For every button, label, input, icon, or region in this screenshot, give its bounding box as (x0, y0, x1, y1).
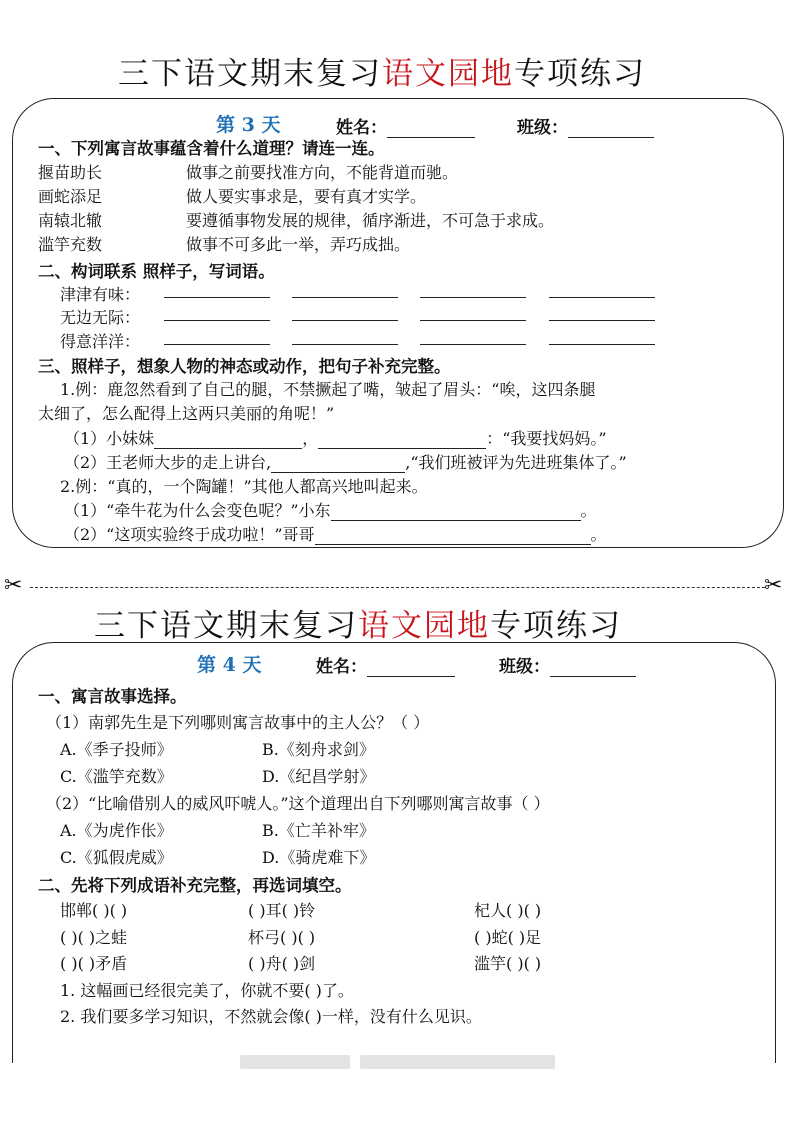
idiom-fill[interactable]: 杞人( )( ) (474, 901, 542, 920)
question-2b-text: （2）“这项实验终于成功啦！”哥哥 (64, 525, 315, 544)
word-blank[interactable] (164, 297, 270, 298)
word-blank[interactable] (292, 320, 398, 321)
sheet2-class-label: 班级： (499, 657, 550, 677)
sheet2-section1-heading: 一、寓言故事选择。 (38, 687, 187, 706)
sheet2-name-blank[interactable] (367, 658, 455, 677)
example1-line2: 太细了，怎么配得上这两只美丽的角呢！” (38, 404, 335, 423)
scissors-icon: ✂ (764, 573, 783, 598)
word-blank[interactable] (292, 344, 398, 345)
idiom-item[interactable]: 画蛇添足 (38, 187, 103, 206)
word-blank[interactable] (420, 344, 526, 345)
choice-option[interactable]: B.《亡羊补牢》 (262, 821, 375, 840)
sheet1-section3-heading: 三、照样子，想象人物的神态或动作，把句子补充完整。 (38, 357, 451, 376)
sheet2-title-suffix: 专项练习 (490, 608, 622, 644)
choice-option[interactable]: A.《季子投师》 (60, 740, 173, 759)
word-blank[interactable] (420, 297, 526, 298)
word-blank[interactable] (549, 320, 655, 321)
moral-item[interactable]: 做事不可多此一举，弄巧成拙。 (186, 235, 411, 254)
question-2a (64, 498, 597, 521)
sheet1-title-prefix: 三下语文期末复习 (118, 56, 382, 92)
sheet1-section1-heading: 一、下列寓言故事蕴含着什么道理？请连一连。 (38, 139, 385, 158)
sheet1-class-field[interactable] (517, 113, 654, 138)
example1-line1: 1.例：鹿忽然看到了自己的腿，不禁撅起了嘴，皱起了眉头：“唉，这四条腿 (60, 380, 596, 399)
example-word: 津津有味： (60, 285, 141, 304)
answer-blank[interactable] (318, 432, 486, 449)
sheet1-title-red: 语文园地 (382, 56, 514, 92)
cut-line (30, 587, 765, 588)
question-1a-comma: ， (302, 429, 319, 448)
idiom-fill[interactable]: ( )耳( )铃 (248, 901, 316, 920)
choice-option[interactable]: C.《滥竽充数》 (60, 767, 173, 786)
idiom-fill[interactable]: ( )( )矛盾 (60, 954, 128, 973)
example-word: 无边无际： (60, 308, 141, 327)
sheet2-title-red: 语文园地 (358, 608, 490, 644)
idiom-fill[interactable]: 邯郸( )( ) (60, 901, 128, 920)
question-1a (64, 426, 607, 449)
sheet1-day-label: 第 3 天 (216, 114, 281, 136)
choice-option[interactable]: B.《刻舟求剑》 (262, 740, 375, 759)
sheet2-day-label: 第 4 天 (197, 654, 262, 676)
word-blank[interactable] (549, 344, 655, 345)
word-blank[interactable] (292, 297, 398, 298)
sheet2-title-prefix: 三下语文期末复习 (94, 608, 358, 644)
idiom-item[interactable]: 揠苗助长 (38, 163, 103, 182)
question-2b-period: 。 (590, 525, 607, 544)
idiom-fill[interactable]: 杯弓( )( ) (248, 928, 316, 947)
example-word: 得意洋洋： (60, 332, 141, 351)
word-blank[interactable] (164, 344, 270, 345)
word-blank[interactable] (420, 320, 526, 321)
word-blank[interactable] (549, 297, 655, 298)
idiom-fill[interactable]: ( )舟( )剑 (248, 954, 316, 973)
fill-sentence-1[interactable]: 1. 这幅画已经很完美了，你就不要( )了。 (60, 981, 354, 1000)
choice-question-1: （1）南郭先生是下列哪则寓言故事中的主人公？（ ） (46, 713, 430, 732)
sheet2-name-field[interactable] (316, 652, 455, 677)
idiom-fill[interactable]: ( )蛇( )足 (474, 928, 542, 947)
sheet2-title (94, 600, 622, 645)
idiom-fill[interactable]: 滥竽( )( ) (474, 954, 542, 973)
question-1b-suffix: ,“我们班被评为先进班集体了。” (405, 453, 627, 472)
choice-option[interactable]: A.《为虎作伥》 (60, 821, 173, 840)
word-blank[interactable] (164, 320, 270, 321)
sheet1-name-blank[interactable] (387, 119, 475, 138)
question-1b-prefix: （2）王老师大步的走上讲台, (64, 453, 272, 472)
answer-blank[interactable] (315, 528, 591, 545)
moral-item[interactable]: 要遵循事物发展的规律，循序渐进，不可急于求成。 (186, 211, 555, 230)
blurred-watermark (360, 1055, 555, 1069)
moral-item[interactable]: 做人要实事求是，要有真才实学。 (186, 187, 427, 206)
sheet1-class-blank[interactable] (568, 119, 654, 138)
question-1a-suffix: ：“我要找妈妈。” (486, 429, 607, 448)
answer-blank[interactable] (331, 504, 581, 521)
idiom-item[interactable]: 南辕北辙 (38, 211, 103, 230)
sheet2-class-field[interactable] (499, 652, 636, 677)
sheet1-section2-heading: 二、构词联系 照样子，写词语。 (38, 262, 275, 281)
choice-option[interactable]: D.《骑虎难下》 (262, 848, 376, 867)
question-1b (64, 450, 627, 473)
choice-option[interactable]: C.《狐假虎威》 (60, 848, 173, 867)
idiom-fill[interactable]: ( )( )之蛙 (60, 928, 128, 947)
choice-option[interactable]: D.《纪昌学射》 (262, 767, 376, 786)
fill-sentence-2[interactable]: 2. 我们要多学习知识，不然就会像( )一样，没有什么见识。 (60, 1007, 482, 1026)
question-1a-prefix: （1）小妹妹 (64, 429, 155, 448)
question-2b (64, 522, 607, 545)
sheet1-name-label: 姓名： (336, 118, 387, 138)
answer-blank[interactable] (271, 456, 405, 473)
sheet1-title-suffix: 专项练习 (514, 56, 646, 92)
choice-question-2: （2）“比喻借别人的威风吓唬人。”这个道理出自下列哪则寓言故事（ ） (46, 794, 550, 813)
question-2a-period: 。 (580, 501, 597, 520)
question-2a-text: （1）“牵牛花为什么会变色呢？”小东 (64, 501, 331, 520)
sheet1-title (118, 48, 646, 93)
idiom-item[interactable]: 滥竽充数 (38, 235, 103, 254)
sheet2-class-blank[interactable] (550, 658, 636, 677)
sheet2-name-label: 姓名： (316, 657, 367, 677)
moral-item[interactable]: 做事之前要找准方向，不能背道而驰。 (186, 163, 459, 182)
sheet2-section2-heading: 二、先将下列成语补充完整，再选词填空。 (38, 876, 352, 895)
sheet1-class-label: 班级： (517, 118, 568, 138)
example2: 2.例：“真的，一个陶罐！”其他人都高兴地叫起来。 (60, 477, 428, 496)
answer-blank[interactable] (154, 432, 302, 449)
blurred-watermark (240, 1055, 350, 1069)
scissors-icon: ✂ (4, 573, 23, 598)
